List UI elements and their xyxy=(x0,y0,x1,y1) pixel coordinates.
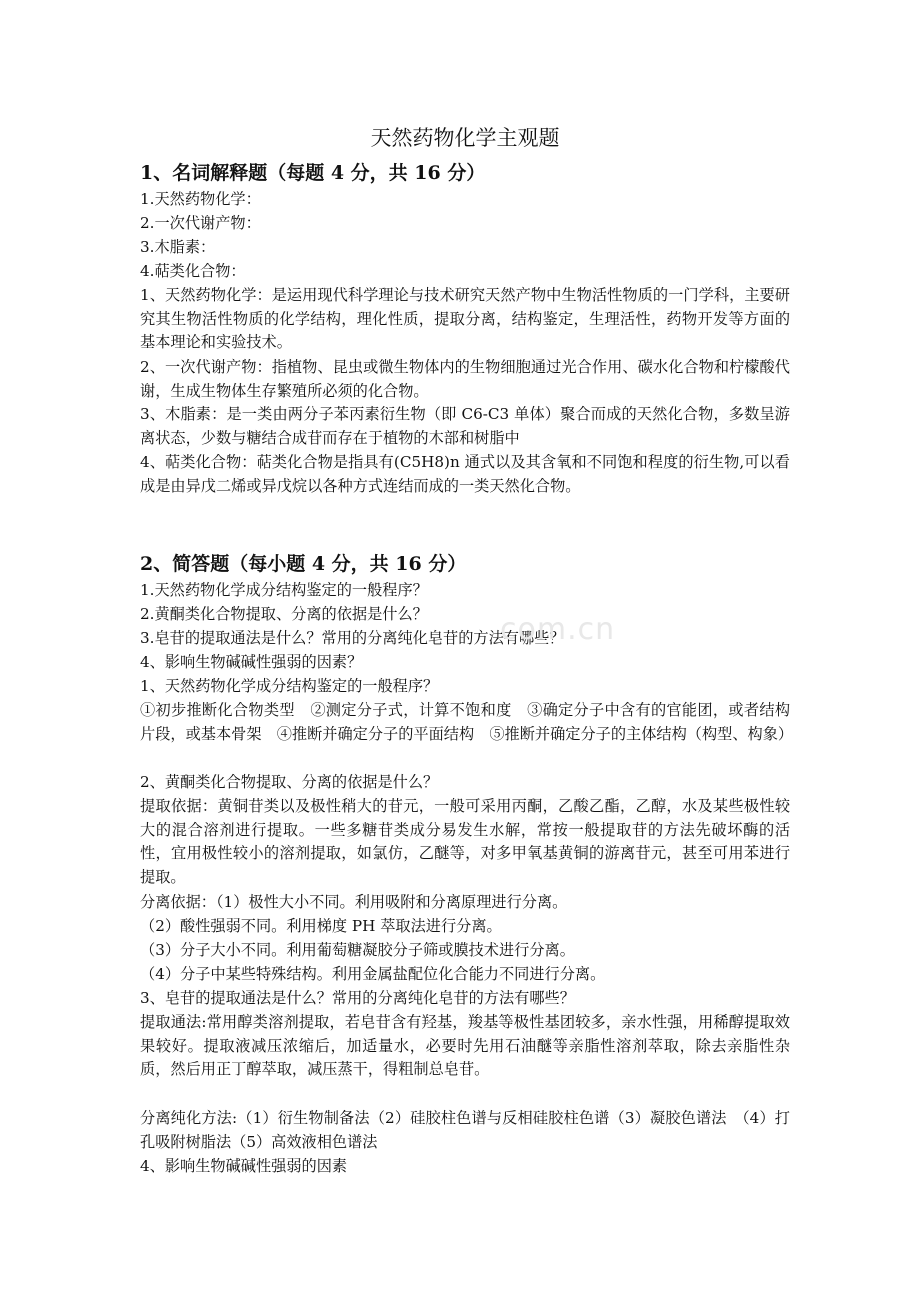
s2-answer-2-separation-3: （3）分子大小不同。利用葡萄糖凝胶分子筛或膜技术进行分离。 xyxy=(140,941,575,959)
s2-answer-3-purification: 分离纯化方法:（1）衍生物制备法（2）硅胶柱色谱与反相硅胶柱色谱（3）凝胶色谱法 （4）打孔吸附树脂法（5）高效液相色谱法 xyxy=(140,1109,790,1151)
watermark: com.cn xyxy=(500,612,616,647)
s1-question-4: 4.萜类化合物： xyxy=(140,262,246,280)
s1-answer-4: 4、萜类化合物：萜类化合物是指具有(C5H8)n 通式以及其含氧和不同饱和程度的衍生物,可以看成是由异戊二烯或异戊烷以各种方式连结而成的一类天然化合物。 xyxy=(140,453,790,495)
s2-answer-4-question: 4、影响生物碱碱性强弱的因素 xyxy=(140,1157,348,1175)
s2-answer-2-separation-4: （4）分子中某些特殊结构。利用金属盐配位化合能力不同进行分离。 xyxy=(140,965,606,983)
s2-question-2: 2.黄酮类化合物提取、分离的依据是什么？ xyxy=(140,605,428,623)
s2-question-1: 1.天然药物化学成分结构鉴定的一般程序？ xyxy=(140,581,428,599)
page-title: 天然药物化学主观题 xyxy=(370,126,560,150)
s2-answer-2-separation-2: （2）酸性强弱不同。利用梯度 PH 萃取法进行分离。 xyxy=(140,917,502,935)
s1-question-1: 1.天然药物化学： xyxy=(140,190,261,208)
section1-heading: 1、名词解释题（每题 4 分，共 16 分） xyxy=(140,162,486,184)
s1-question-2: 2.一次代谢产物： xyxy=(140,214,261,232)
s2-question-4: 4、影响生物碱碱性强弱的因素？ xyxy=(140,653,363,671)
s2-answer-3-question: 3、皂苷的提取通法是什么？常用的分离纯化皂苷的方法有哪些？ xyxy=(140,989,575,1007)
s2-answer-1-question: 1、天然药物化学成分结构鉴定的一般程序？ xyxy=(140,677,439,695)
s1-answer-2: 2、一次代谢产物：指植物、昆虫或微生物体内的生物细胞通过光合作用、碳水化合物和柠檬酸代谢，生成生物体生存繁殖所必须的化合物。 xyxy=(140,358,790,400)
s2-answer-2-extraction: 提取依据：黄铜苷类以及极性稍大的苷元，一般可采用丙酮，乙酸乙酯，乙醇，水及某些极性较大的混合溶剂进行提取。一些多糖苷类成分易发生水解，常按一般提取苷的方法先破坏酶的活性，宜用极性较小的溶剂提取，如氯仿，乙醚等，对多甲氧基黄铜的游离苷元，甚至可用苯进行提取。 xyxy=(140,797,790,887)
s1-answer-3: 3、木脂素：是一类由两分子苯丙素衍生物（即 C6-C3 单体）聚合而成的天然化合物，多数呈游离状态，少数与糖结合成苷而存在于植物的木部和树脂中 xyxy=(140,405,790,447)
section2-heading: 2、简答题（每小题 4 分，共 16 分） xyxy=(140,553,467,575)
s2-answer-1: ①初步推断化合物类型 ②测定分子式，计算不饱和度 ③确定分子中含有的官能团，或者结构片段，或基本骨架 ④推断并确定分子的平面结构 ⑤推断并确定分子的主体结构（构型、构象） xyxy=(140,701,794,743)
s2-answer-2-separation-1: 分离依据：（1）极性大小不同。利用吸附和分离原理进行分离。 xyxy=(140,893,568,911)
s2-question-3: 3.皂苷的提取通法是什么？常用的分离纯化皂苷的方法有哪些？ xyxy=(140,629,565,647)
s1-question-3: 3.木脂素： xyxy=(140,238,216,256)
s1-answer-1: 1、天然药物化学：是运用现代科学理论与技术研究天然产物中生物活性物质的一门学科，主要研究其生物活性物质的化学结构，理化性质，提取分离，结构鉴定，生理活性，药物开发等方面的基本理论和实验技术。 xyxy=(140,286,790,352)
s2-answer-2-question: 2、黄酮类化合物提取、分离的依据是什么？ xyxy=(140,773,439,791)
s2-answer-3-extraction: 提取通法:常用醇类溶剂提取，若皂苷含有羟基，羧基等极性基团较多，亲水性强，用稀醇提取效果较好。提取液减压浓缩后，加适量水，必要时先用石油醚等亲脂性溶剂萃取，除去亲脂性杂质，然后用正丁醇萃取，减压蒸干，得粗制总皂苷。 xyxy=(140,1013,790,1079)
